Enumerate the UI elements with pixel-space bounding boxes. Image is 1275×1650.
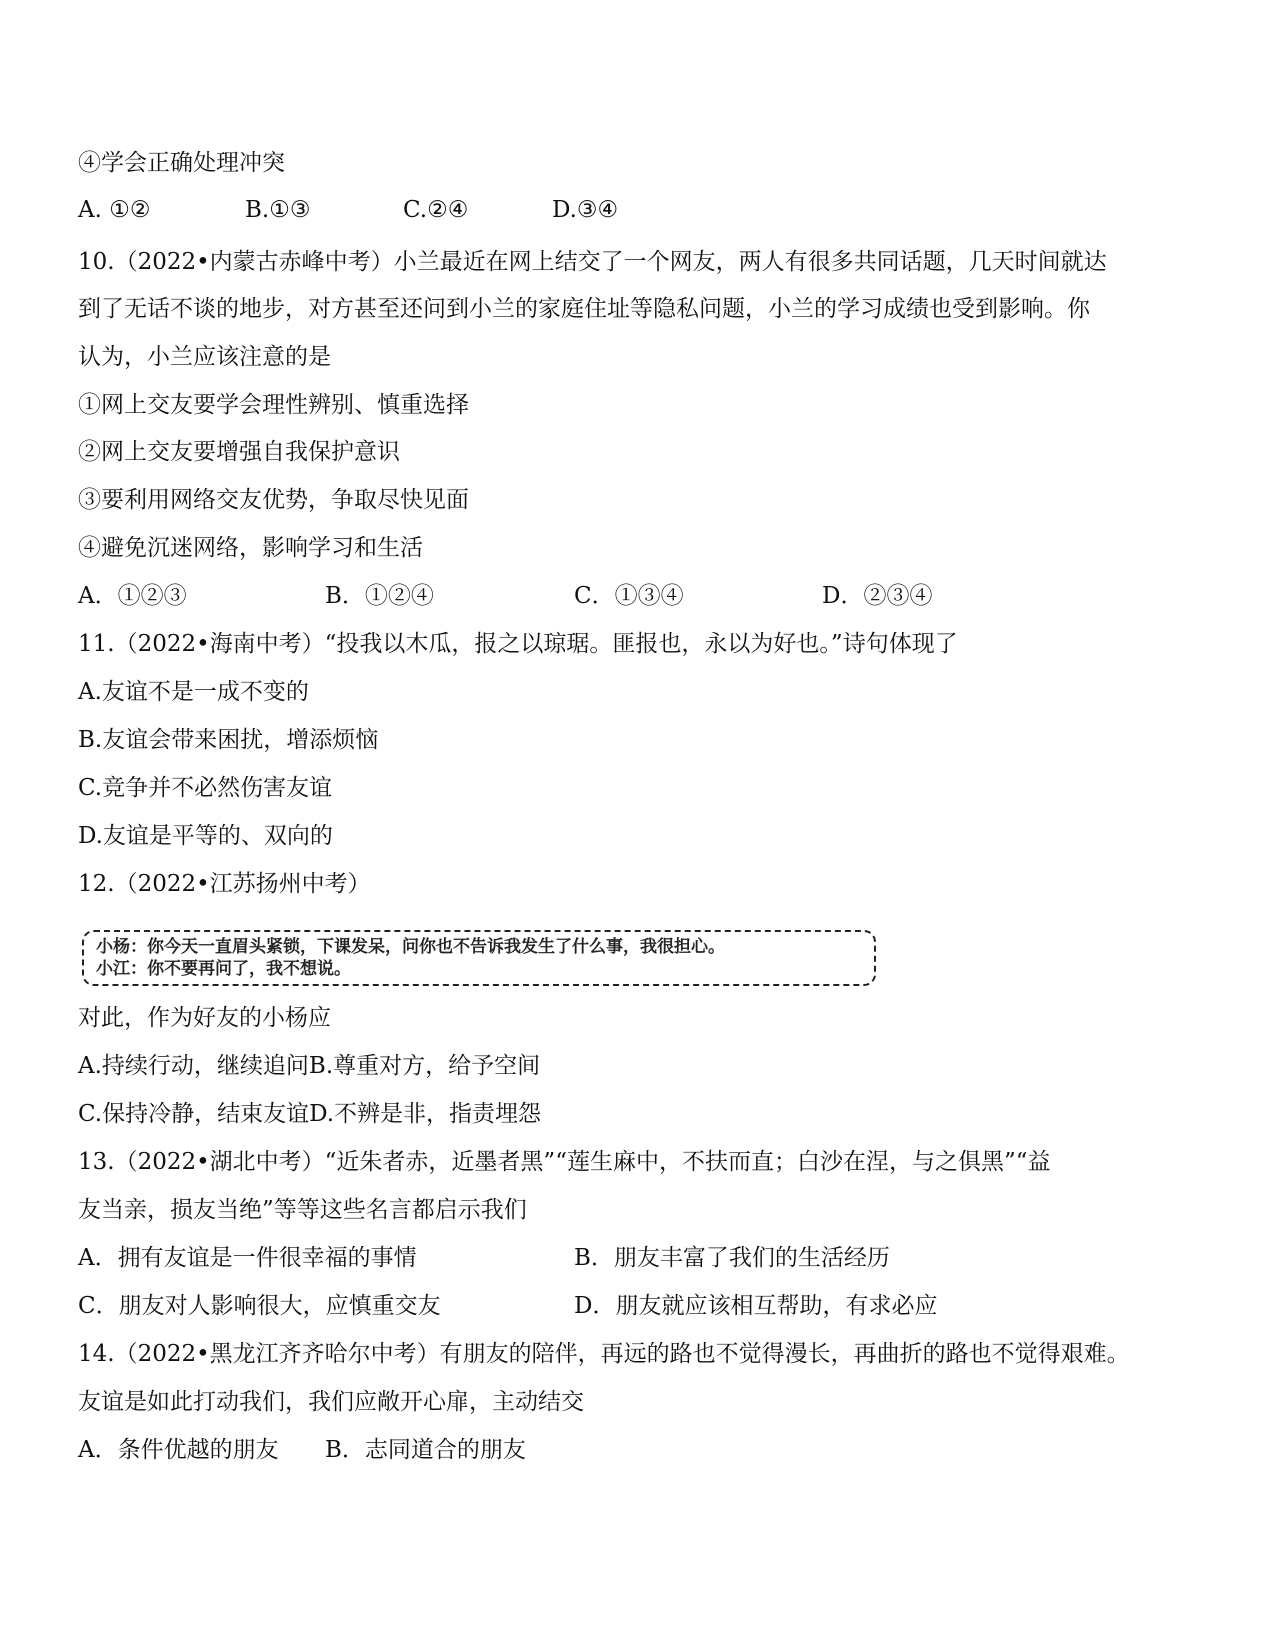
q10-stem-line-1: 10.（2022•内蒙古赤峰中考）小兰最近在网上结交了一个网友，两人有很多共同话题，几天时间就达 [78,249,1107,275]
q10-option-a: A．①②③ [78,583,187,609]
q12-stem: 12.（2022•江苏扬州中考） [78,871,371,897]
q9-option-c: C.②④ [403,197,469,223]
q12-dialog-line-1: 小杨：你今天一直眉头紧锁，下课发呆，问你也不告诉我发生了什么事，我很担心。 [96,937,725,957]
q10-option-d: D．②③④ [822,583,933,609]
q9-option-b: B.①③ [245,197,311,223]
q13-option-a: A．拥有友谊是一件很幸福的事情 [78,1245,417,1271]
q10-item-2: ②网上交友要增强自我保护意识 [78,439,400,465]
q13-option-c: C．朋友对人影响很大，应慎重交友 [78,1293,441,1319]
q11-option-d: D.友谊是平等的、双向的 [78,823,333,849]
q13-stem-line-1: 13.（2022•湖北中考）“近朱者赤，近墨者黑”“莲生麻中，不扶而直；白沙在涅，与之俱黑”“益 [78,1149,1051,1175]
q12-question: 对此，作为好友的小杨应 [78,1005,331,1031]
q12-dialog-line-2: 小江：你不要再问了，我不想说。 [96,959,351,979]
q14-stem-line-2: 友谊是如此打动我们，我们应敞开心扉，主动结交 [78,1389,584,1415]
q10-option-c: C．①③④ [574,583,684,609]
q10-item-3: ③要利用网络交友优势，争取尽快见面 [78,487,469,513]
q9-option-d: D.③④ [552,197,619,223]
q14-option-b: B．志同道合的朋友 [325,1437,526,1463]
q11-stem: 11.（2022•海南中考）“投我以木瓜，报之以琼琚。匪报也，永以为好也。”诗句体现了 [78,631,958,657]
q10-item-1: ①网上交友要学会理性辨别、慎重选择 [78,392,469,418]
q12-options-line-1: A.持续行动，继续追问B.尊重对方，给予空间 [78,1053,541,1079]
q10-option-b: B．①②④ [325,583,434,609]
q9-option-a: A. ①② [78,197,151,223]
q11-option-c: C.竞争并不必然伤害友谊 [78,775,333,801]
q13-option-d: D．朋友就应该相互帮助，有求必应 [574,1293,938,1319]
q10-item-4: ④避免沉迷网络，影响学习和生活 [78,535,423,561]
q10-stem-line-2: 到了无话不谈的地步，对方甚至还问到小兰的家庭住址等隐私问题，小兰的学习成绩也受到影响。你 [78,296,1090,322]
q10-stem-line-3: 认为，小兰应该注意的是 [78,344,331,370]
q14-option-a: A．条件优越的朋友 [78,1437,279,1463]
q13-stem-line-2: 友当亲，损友当绝”等等这些名言都启示我们 [78,1197,527,1223]
q12-options-line-2: C.保持冷静，结束友谊D.不辨是非，指责埋怨 [78,1101,542,1127]
q11-option-a: A.友谊不是一成不变的 [78,679,309,705]
q12-dialog-box [82,930,876,986]
q14-stem-line-1: 14.（2022•黑龙江齐齐哈尔中考）有朋友的陪伴，再远的路也不觉得漫长，再曲折的路也不觉得艰难。 [78,1341,1130,1367]
q11-option-b: B.友谊会带来困扰，增添烦恼 [78,727,379,753]
q9-item-4: ④学会正确处理冲突 [78,150,285,176]
q13-option-b: B．朋友丰富了我们的生活经历 [574,1245,890,1271]
